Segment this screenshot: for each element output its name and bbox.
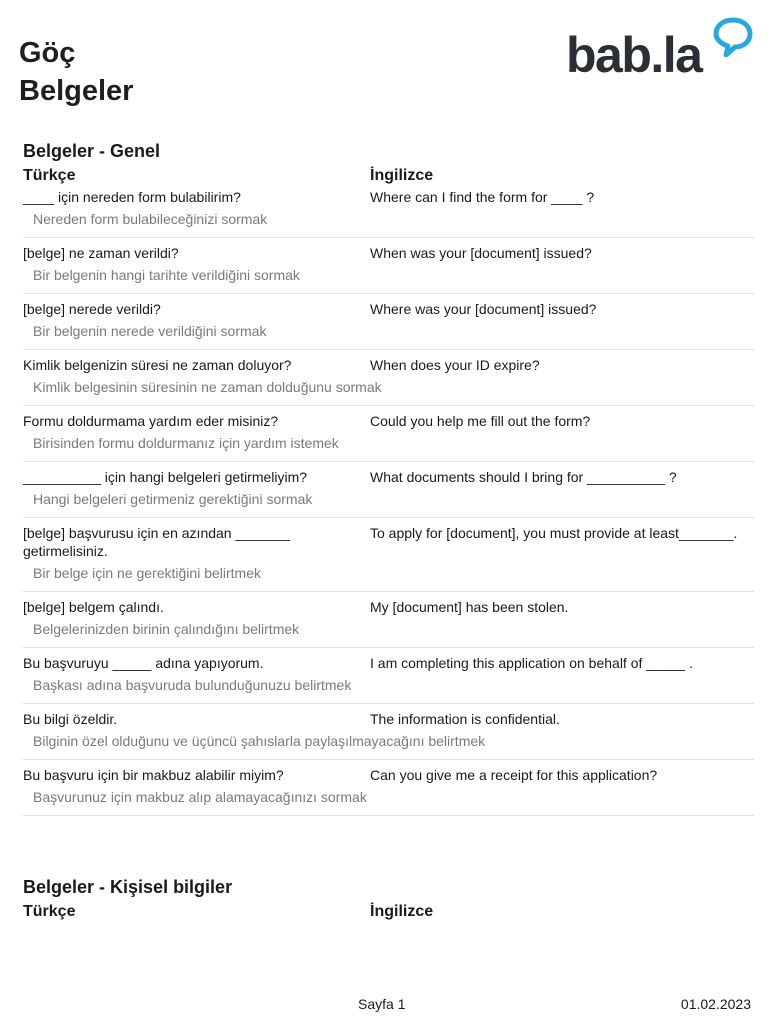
section-personal-info (23, 874, 754, 924)
phrase-row (23, 406, 754, 462)
phrase-row (23, 760, 754, 816)
phrase-description: Nereden form bulabileceğinizi sormak (33, 211, 268, 227)
phrase-english: When was your [document] issued? (370, 245, 592, 261)
phrase-english: Can you give me a receipt for this application? (370, 767, 658, 783)
phrase-description: Bir belge için ne gerektiğini belirtmek (33, 565, 261, 581)
phrase-english: What documents should I bring for __________ ? (370, 469, 677, 485)
phrase-english: To apply for [document], you must provide at least_______. (370, 525, 738, 541)
phrase-description: Kimlik belgesinin süresinin ne zaman dolduğunu sormak (33, 379, 382, 395)
phrase-description: Hangi belgeleri getirmeniz gerektiğini sormak (33, 491, 313, 507)
column-headers (23, 900, 754, 924)
phrase-row (23, 518, 754, 592)
phrase-english: My [document] has been stolen. (370, 599, 569, 615)
phrase-turkish: __________ için hangi belgeleri getirmeliyim? (23, 469, 308, 485)
phrase-turkish: Bu başvuruyu _____ adına yapıyorum. (23, 655, 264, 671)
phrase-english: Where was your [document] issued? (370, 301, 597, 317)
phrase-row (23, 592, 754, 648)
logo-text: bab.la (566, 27, 702, 83)
phrase-row (23, 648, 754, 704)
column-header-english: İngilizce (370, 903, 434, 920)
phrase-turkish: [belge] ne zaman verildi? (23, 245, 179, 261)
phrase-row (23, 188, 754, 238)
phrase-description: Başkası adına başvuruda bulunduğunuzu belirtmek (33, 677, 352, 693)
phrase-turkish: Kimlik belgenizin süresi ne zaman doluyor? (23, 357, 292, 373)
phrase-row (23, 462, 754, 518)
section-general (23, 138, 754, 816)
phrase-turkish: ____ için nereden form bulabilirim? (23, 189, 241, 205)
column-header-turkish: Türkçe (23, 167, 76, 184)
column-header-english: İngilizce (370, 167, 434, 184)
phrase-english: Could you help me fill out the form? (370, 413, 591, 429)
section-title: Belgeler - Genel (23, 141, 161, 161)
phrase-row (23, 238, 754, 294)
column-headers (23, 164, 754, 188)
phrase-description: Bir belgenin nerede verildiğini sormak (33, 323, 267, 339)
phrase-description: Başvurunuz için makbuz alıp alamayacağınızı sormak (33, 789, 367, 805)
column-header-turkish: Türkçe (23, 903, 76, 920)
speech-bubble-icon (712, 17, 754, 57)
title-line-1: Göç (19, 37, 76, 69)
babla-logo (566, 17, 756, 81)
phrase-english: The information is confidential. (370, 711, 560, 727)
phrase-turkish: Bu başvuru için bir makbuz alabilir miyim? (23, 767, 284, 783)
phrase-turkish: [belge] nerede verildi? (23, 301, 161, 317)
phrase-turkish: Bu bilgi özeldir. (23, 711, 118, 727)
phrase-english: I am completing this application on behalf of _____ . (370, 655, 693, 671)
phrase-english: Where can I find the form for ____ ? (370, 189, 595, 205)
phrase-description: Belgelerinizden birinin çalındığını belirtmek (33, 621, 300, 637)
phrase-row (23, 704, 754, 760)
section-title: Belgeler - Kişisel bilgiler (23, 877, 233, 897)
phrase-turkish: Formu doldurmama yardım eder misiniz? (23, 413, 279, 429)
title-line-2: Belgeler (19, 75, 134, 107)
phrase-row (23, 294, 754, 350)
phrase-list (23, 188, 754, 816)
phrase-description: Birisinden formu doldurmanız için yardım istemek (33, 435, 339, 451)
document-date: 01.02.2023 (680, 996, 751, 1012)
phrase-turkish: [belge] belgem çalındı. (23, 599, 164, 615)
phrase-english: When does your ID expire? (370, 357, 540, 373)
document-title (19, 34, 133, 110)
phrase-description: Bir belgenin hangi tarihte verildiğini sormak (33, 267, 300, 283)
phrase-row (23, 350, 754, 406)
page-number: Sayfa 1 (358, 996, 406, 1012)
phrase-description: Bilginin özel olduğunu ve üçüncü şahıslarla paylaşılmayacağını belirtmek (33, 733, 486, 749)
phrase-turkish: [belge] başvurusu için en azından _______ getirmelisiniz. (23, 525, 290, 559)
